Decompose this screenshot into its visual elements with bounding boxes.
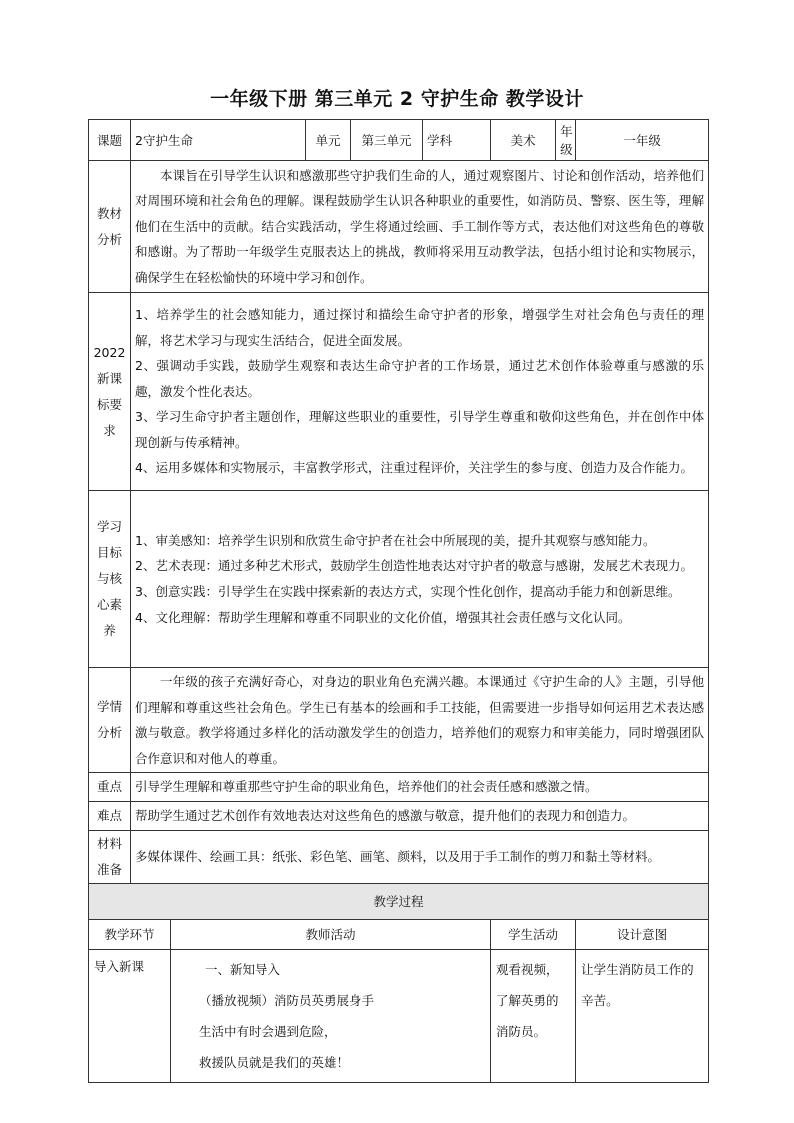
material-analysis-row	[89, 161, 709, 293]
document-title: 一年级下册 第三单元 2 守护生命 教学设计	[210, 88, 584, 110]
standards-item: 4、运用多媒体和实物展示，丰富教学形式，注重过程评价，关注学生的参与度、创造力及合作能力。	[135, 460, 693, 476]
goals-item: 1、审美感知：培养学生识别和欣赏生命守护者在社会中所展现的美，提升其观察与感知能力。	[135, 532, 656, 548]
teacher-line: 一、新知导入	[205, 961, 281, 977]
difficulty-label: 难点	[89, 801, 131, 830]
material-text: 本课旨在引导学生认识和感激那些守护我们生命的人，通过观察图片、讨论和创作活动，培养他们对周围环境和社会角色的理解。课程鼓励学生认识各种职业的重要性，如消防员、警察、医生等，理解他们在生活中的贡献。结合实践活动，学生将通过绘画、手工制作等方式，表达他们对这些角色的尊敬和感谢。为了帮助一年级学生克服表达上的挑战，教师将采用互动教学法，包括小组讨论和实物展示，确保学生在轻松愉快的环境中学习和创作。	[131, 161, 709, 293]
lesson-plan-table	[88, 119, 709, 1083]
stage-cell: 导入新课	[89, 949, 171, 1082]
unit-key: 单元	[306, 120, 351, 161]
teacher-line: 生活中有时会遇到危险，	[199, 1023, 337, 1039]
teacher-line: （播放视频）消防员英勇展身手	[199, 992, 375, 1008]
materials-label: 材料 准备	[89, 830, 131, 883]
goals-item: 2、艺术表现：通过多种艺术形式，鼓励学生创造性地表达对守护者的敬意与感谢，发展艺术表现力。	[135, 558, 693, 574]
materials-row	[89, 830, 709, 883]
key-point-row	[89, 773, 709, 802]
unit-value: 第三单元	[351, 120, 423, 161]
learners-row	[89, 668, 709, 773]
standards-row	[89, 293, 709, 491]
standards-text	[131, 293, 709, 491]
process-columns-row	[89, 919, 709, 949]
goals-item: 3、创意实践：引导学生在实践中探索新的表达方式，实现个性化创作，提高动手能力和创新思维。	[135, 584, 681, 599]
key-text: 引导学生理解和尊重那些守护生命的职业角色，培养他们的社会责任感和感激之情。	[131, 773, 709, 802]
header-row	[89, 120, 709, 161]
teacher-cell	[171, 949, 491, 1082]
subject-value: 美术	[491, 120, 556, 161]
standards-label: 2022 新课 标要 求	[89, 293, 131, 491]
goals-row	[89, 491, 709, 668]
student-cell: 观看视频，了解英勇的消防员。	[491, 949, 576, 1082]
goals-text	[131, 491, 709, 668]
topic-key: 课题	[89, 120, 131, 161]
difficulty-text: 帮助学生通过艺术创作有效地表达对这些角色的感激与敬意，提升他们的表现力和创造力。	[131, 801, 709, 830]
learners-text: 一年级的孩子充满好奇心，对身边的职业角色充满兴趣。本课通过《守护生命的人》主题，引导他们理解和尊重这些社会角色。学生已有基本的绘画和手工技能，但需要进一步指导如何运用艺术表达感激与敬意。教学将通过多样化的活动激发学生的创造力，培养他们的观察力和审美能力，同时增强团队合作意识和对他人的尊重。	[131, 668, 709, 773]
process-heading: 教学过程	[89, 883, 709, 919]
col-teacher: 教师活动	[171, 919, 491, 949]
key-label: 重点	[89, 773, 131, 802]
goals-item: 4、文化理解：帮助学生理解和尊重不同职业的文化价值，增强其社会责任感与文化认同。	[135, 609, 631, 625]
grade-value: 一年级	[576, 120, 709, 161]
process-row	[89, 949, 709, 1082]
materials-text: 多媒体课件、绘画工具：纸张、彩色笔、画笔、颜料，以及用于手工制作的剪刀和黏土等材料。	[131, 830, 709, 883]
material-label: 教材 分析	[89, 161, 131, 293]
col-stage: 教学环节	[89, 919, 171, 949]
grade-key: 年级	[556, 120, 576, 161]
col-intent: 设计意图	[576, 919, 709, 949]
difficulty-row	[89, 801, 709, 830]
col-student: 学生活动	[491, 919, 576, 949]
standards-item: 1、培养学生的社会感知能力，通过探讨和描绘生命守护者的形象，增强学生对社会角色与责任的理解，将艺术学习与现实生活结合，促进全面发展。	[135, 306, 705, 348]
learners-label: 学情 分析	[89, 668, 131, 773]
teacher-line: 救援队员就是我们的英雄！	[199, 1054, 350, 1070]
intent-cell: 让学生消防员工作的辛苦。	[576, 949, 709, 1082]
topic-value: 2守护生命	[131, 120, 306, 161]
subject-key: 学科	[423, 120, 491, 161]
standards-item: 3、学习生命守护者主题创作，理解这些职业的重要性，引导学生尊重和敬仰这些角色，并在创作中体现创新与传承精神。	[135, 409, 705, 450]
goals-label: 学习 目标 与核 心素 养	[89, 491, 131, 668]
process-heading-row	[89, 883, 709, 919]
standards-item: 2、强调动手实践，鼓励学生观察和表达生命守护者的工作场景，通过艺术创作体验尊重与感激的乐趣，激发个性化表达。	[135, 358, 705, 399]
